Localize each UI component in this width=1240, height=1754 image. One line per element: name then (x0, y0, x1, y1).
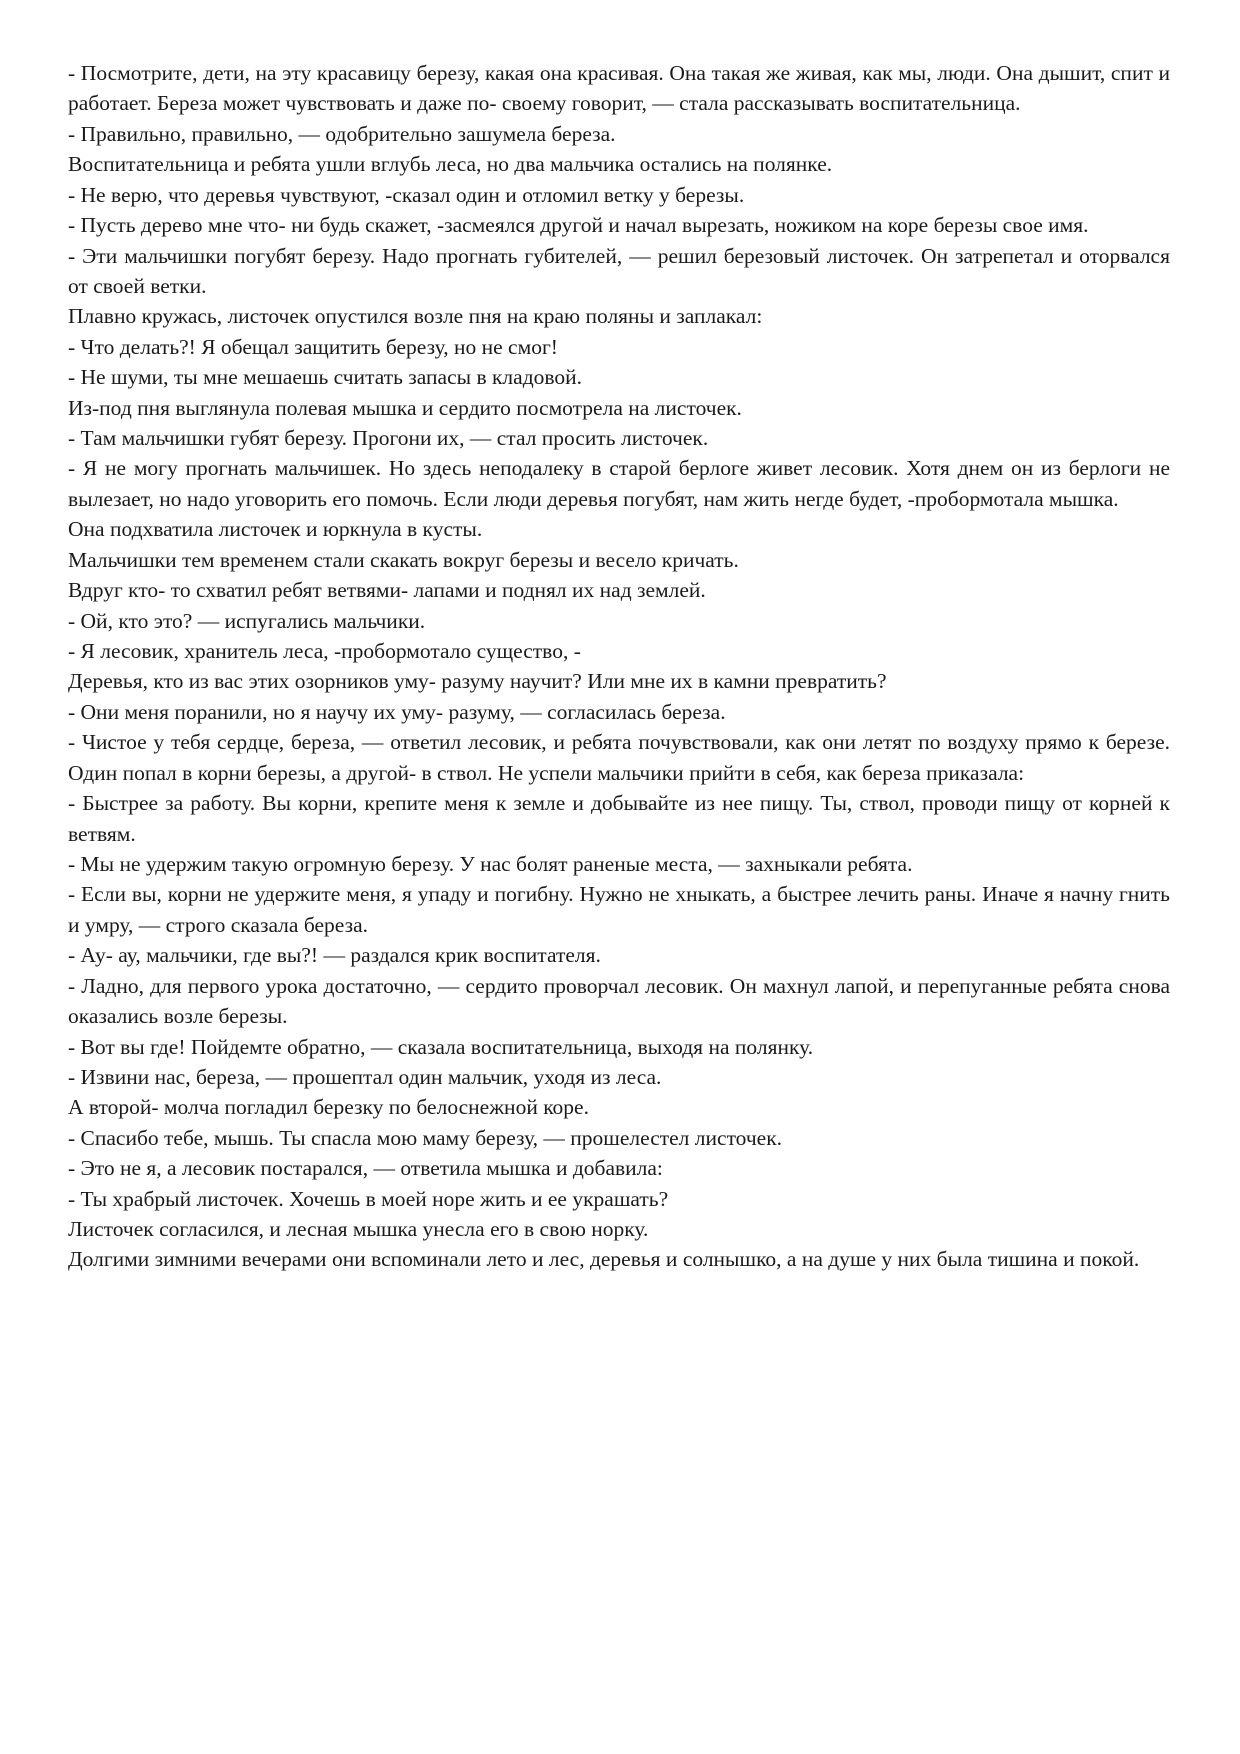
paragraph: Долгими зимними вечерами они вспоминали лето и лес, деревья и солнышко, а на душе у них была тишина и покой. (68, 1247, 1140, 1272)
paragraph: Она подхватила листочек и юркнула в кусты. (68, 517, 483, 542)
paragraph: - Чистое у тебя сердце, береза, — ответил лесовик, и ребята почувствовали, как они летят по воздуху прямо к березе. Один попал в корни березы, а другой- в ствол. Не успели мальчики прийти в себя, как береза приказала: (68, 730, 1170, 785)
paragraph: - Они меня поранили, но я научу их уму- разуму, — согласилась береза. (68, 699, 726, 724)
paragraph: - Ой, кто это? — испугались мальчики. (68, 608, 426, 633)
paragraph: Воспитательница и ребята ушли вглубь леса, но два мальчика остались на полянке. (68, 152, 833, 177)
paragraph: - Я лесовик, хранитель леса, -пробормотало существо, - (68, 639, 581, 664)
paragraph: - Там мальчишки губят березу. Прогони их, — стал просить листочек. (68, 426, 709, 451)
paragraph: Из-под пня выглянула полевая мышка и сердито посмотрела на листочек. (68, 395, 742, 420)
paragraph: - Не верю, что деревья чувствуют, -сказал один и отломил ветку у березы. (68, 182, 745, 207)
paragraph: - Правильно, правильно, — одобрительно зашумела береза. (68, 121, 616, 146)
paragraph: Вдруг кто- то схватил ребят ветвями- лапами и поднял их над землей. (68, 578, 706, 603)
paragraph: - Посмотрите, дети, на эту красавицу березу, какая она красивая. Она такая же живая, как мы, люди. Она дышит, спит и работает. Береза может чувствовать и даже по- своему говорит, — стала рассказывать воспитательница. (68, 61, 1170, 116)
paragraph: - Быстрее за работу. Вы корни, крепите меня к земле и добывайте из нее пищу. Ты, ствол, проводи пищу от корней к ветвям. (68, 791, 1170, 846)
paragraph: Деревья, кто из вас этих озорников уму- разуму научит? Или мне их в камни превратить? (68, 669, 887, 694)
paragraph: А второй- молча погладил березку по белоснежной коре. (68, 1095, 589, 1120)
paragraph: - Что делать?! Я обещал защитить березу, но не смог! (68, 334, 558, 359)
paragraph: - Эти мальчишки погубят березу. Надо прогнать губителей, — решил березовый листочек. Он затрепетал и оторвался от своей ветки. (68, 243, 1170, 298)
paragraph: - Ладно, для первого урока достаточно, — сердито проворчал лесовик. Он махнул лапой, и перепуганные ребята снова оказались возле березы. (68, 973, 1170, 1029)
paragraph: - Вот вы где! Пойдемте обратно, — сказала воспитательница, выходя на полянку. (68, 1034, 814, 1059)
paragraph: - Не шуми, ты мне мешаешь считать запасы в кладовой. (68, 365, 583, 390)
paragraph: - Если вы, корни не удержите меня, я упаду и погибну. Нужно не хныкать, а быстрее лечить раны. Иначе я начну гнить и умру, — строго сказала береза. (68, 882, 1170, 937)
paragraph: - Ты храбрый листочек. Хочешь в моей норе жить и ее украшать? (68, 1186, 669, 1211)
paragraph: Мальчишки тем временем стали скакать вокруг березы и весело кричать. (68, 547, 739, 572)
paragraph: - Я не могу прогнать мальчишек. Но здесь неподалеку в старой берлоге живет лесовик. Хотя днем он из берлоги не вылезает, но надо уговорить его помочь. Если люди деревья погубят, нам жить негде будет, -пробормотала мышка. (68, 456, 1170, 511)
paragraph: - Мы не удержим такую огромную березу. У нас болят раненые места, — захныкали ребята. (68, 851, 913, 876)
paragraph: - Это не я, а лесовик постарался, — ответила мышка и добавила: (68, 1156, 663, 1181)
paragraph: - Ау- ау, мальчики, где вы?! — раздался крик воспитателя. (68, 943, 601, 968)
story-text-body (68, 58, 1170, 1275)
paragraph: - Спасибо тебе, мышь. Ты спасла мою маму березу, — прошелестел листочек. (68, 1125, 783, 1150)
paragraph: - Извини нас, береза, — прошептал один мальчик, уходя из леса. (68, 1064, 662, 1089)
paragraph: Листочек согласился, и лесная мышка унесла его в свою норку. (68, 1217, 649, 1242)
paragraph: - Пусть дерево мне что- ни будь скажет, -засмеялся другой и начал вырезать, ножиком на коре березы свое имя. (68, 213, 1089, 238)
paragraph: Плавно кружась, листочек опустился возле пня на краю поляны и заплакал: (68, 304, 763, 329)
